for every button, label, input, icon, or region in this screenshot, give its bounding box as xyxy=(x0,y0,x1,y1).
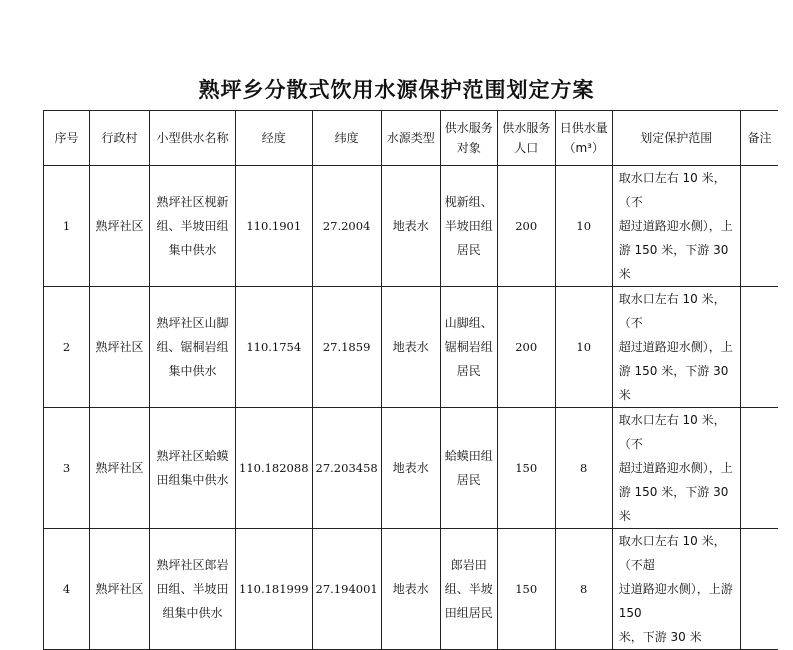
cell-service-target: 郎岩田 组、半坡 田组居民 xyxy=(440,529,497,650)
cell-index: 2 xyxy=(44,287,90,408)
header-index: 序号 xyxy=(44,111,90,166)
cell-name: 熟坪社区山脚 组、锯桐岩组 集中供水 xyxy=(150,287,236,408)
cell-village: 熟坪社区 xyxy=(90,166,150,287)
header-name: 小型供水名称 xyxy=(150,111,236,166)
cell-index: 3 xyxy=(44,408,90,529)
cell-daily-supply: 8 xyxy=(555,408,612,529)
cell-longitude: 110.1901 xyxy=(236,166,313,287)
cell-source-type: 地表水 xyxy=(381,529,440,650)
table-row xyxy=(44,529,779,650)
header-latitude: 纬度 xyxy=(312,111,381,166)
cell-source-type: 地表水 xyxy=(381,287,440,408)
cell-name: 熟坪社区蛤蟆 田组集中供水 xyxy=(150,408,236,529)
cell-village: 熟坪社区 xyxy=(90,287,150,408)
protection-scope-table xyxy=(43,110,778,650)
cell-protection-scope: 取水口左右 10 米，（不 超过道路迎水侧），上 游 150 米，下游 30 米 xyxy=(612,408,740,529)
header-daily-supply: 日供水量 （m³） xyxy=(555,111,612,166)
cell-daily-supply: 10 xyxy=(555,166,612,287)
cell-population: 150 xyxy=(497,529,555,650)
cell-latitude: 27.203458 xyxy=(312,408,381,529)
cell-population: 150 xyxy=(497,408,555,529)
header-protection-scope: 划定保护范围 xyxy=(612,111,740,166)
cell-daily-supply: 8 xyxy=(555,529,612,650)
cell-note xyxy=(740,529,778,650)
cell-latitude: 27.194001 xyxy=(312,529,381,650)
cell-name: 熟坪社区枧新 组、半坡田组 集中供水 xyxy=(150,166,236,287)
table-row xyxy=(44,166,779,287)
cell-protection-scope: 取水口左右 10 米，（不 超过道路迎水侧），上 游 150 米，下游 30 米 xyxy=(612,166,740,287)
cell-source-type: 地表水 xyxy=(381,166,440,287)
cell-longitude: 110.182088 xyxy=(236,408,313,529)
cell-longitude: 110.1754 xyxy=(236,287,313,408)
cell-note xyxy=(740,166,778,287)
cell-latitude: 27.1859 xyxy=(312,287,381,408)
cell-note xyxy=(740,408,778,529)
cell-latitude: 27.2004 xyxy=(312,166,381,287)
cell-service-target: 蛤蟆田组 居民 xyxy=(440,408,497,529)
cell-protection-scope: 取水口左右 10 米，（不 超过道路迎水侧），上 游 150 米，下游 30 米 xyxy=(612,287,740,408)
header-service-target: 供水服务 对象 xyxy=(440,111,497,166)
document-title: 熟坪乡分散式饮用水源保护范围划定方案 xyxy=(198,77,595,102)
cell-longitude: 110.181999 xyxy=(236,529,313,650)
header-note: 备注 xyxy=(740,111,778,166)
header-village: 行政村 xyxy=(90,111,150,166)
cell-service-target: 山脚组、 锯桐岩组 居民 xyxy=(440,287,497,408)
table-row xyxy=(44,408,779,529)
cell-daily-supply: 10 xyxy=(555,287,612,408)
table-row xyxy=(44,287,779,408)
cell-protection-scope: 取水口左右 10 米，（不超 过道路迎水侧），上游 150 米，下游 30 米 xyxy=(612,529,740,650)
cell-population: 200 xyxy=(497,166,555,287)
cell-village: 熟坪社区 xyxy=(90,408,150,529)
cell-village: 熟坪社区 xyxy=(90,529,150,650)
cell-index: 1 xyxy=(44,166,90,287)
cell-note xyxy=(740,287,778,408)
cell-service-target: 枧新组、 半坡田组 居民 xyxy=(440,166,497,287)
cell-population: 200 xyxy=(497,287,555,408)
header-source-type: 水源类型 xyxy=(381,111,440,166)
cell-index: 4 xyxy=(44,529,90,650)
cell-name: 熟坪社区郎岩 田组、半坡田 组集中供水 xyxy=(150,529,236,650)
header-service-population: 供水服务 人口 xyxy=(497,111,555,166)
cell-source-type: 地表水 xyxy=(381,408,440,529)
header-longitude: 经度 xyxy=(236,111,313,166)
header-row xyxy=(44,111,779,166)
